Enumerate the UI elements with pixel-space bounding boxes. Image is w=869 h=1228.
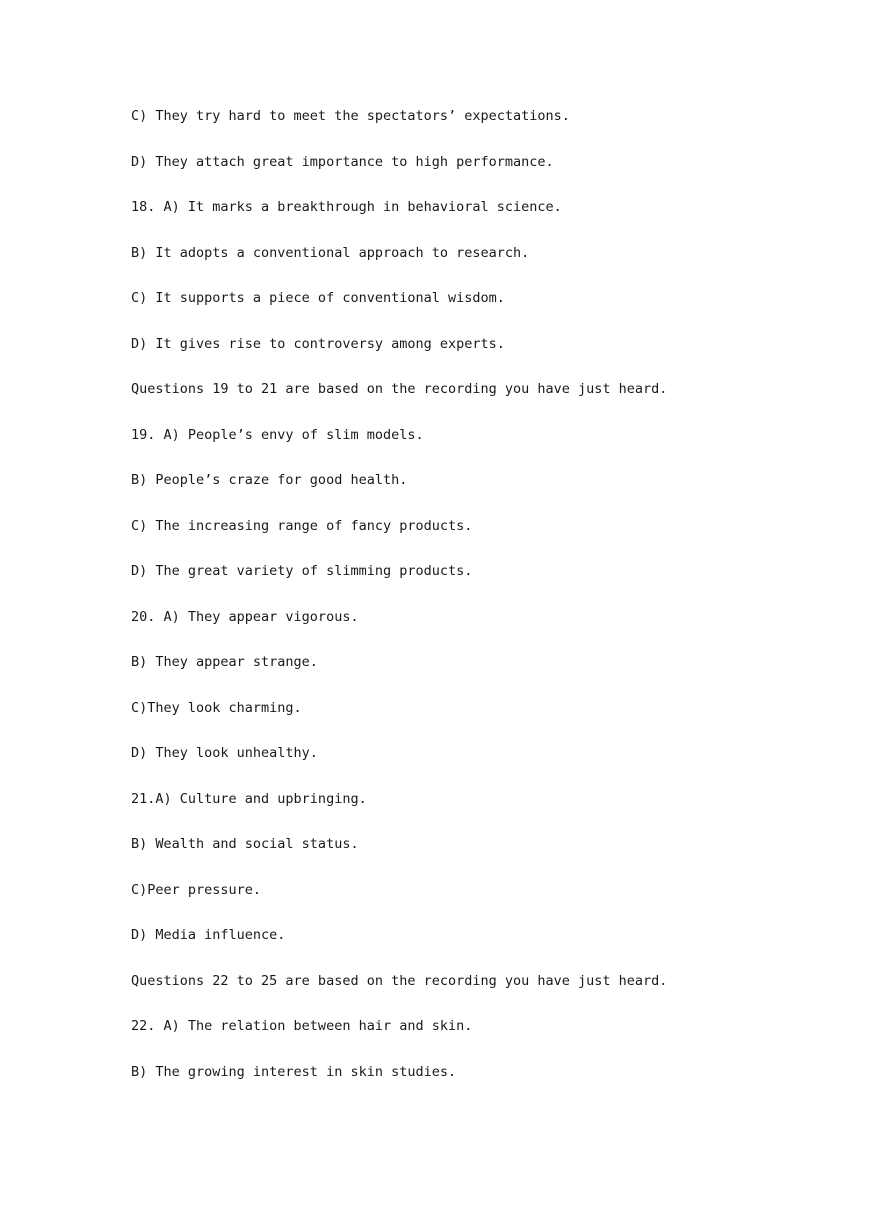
section-instruction-19-21: Questions 19 to 21 are based on the recording you have just heard. bbox=[131, 381, 668, 397]
option-18b: B) It adopts a conventional approach to research. bbox=[131, 244, 530, 261]
option-19c: C) The increasing range of fancy products. bbox=[131, 517, 473, 534]
option-19a: 19. A) People’s envy of slim models. bbox=[131, 426, 424, 443]
option-21a: 21.A) Culture and upbringing. bbox=[131, 790, 367, 807]
option-20c: C)They look charming. bbox=[131, 699, 302, 716]
option-21d: D) Media influence. bbox=[131, 927, 286, 943]
question-list bbox=[131, 104, 831, 1105]
option-20a: 20. A) They appear vigorous. bbox=[131, 608, 359, 625]
section-instruction-22-25: Questions 22 to 25 are based on the recording you have just heard. bbox=[131, 972, 668, 989]
option-20b: B) They appear strange. bbox=[131, 654, 318, 670]
option-19b: B) People’s craze for good health. bbox=[131, 472, 408, 488]
option-18d: D) It gives rise to controversy among experts. bbox=[131, 335, 505, 352]
option-17d: D) They attach great importance to high performance. bbox=[131, 153, 554, 170]
option-20d: D) They look unhealthy. bbox=[131, 745, 318, 761]
option-18a: 18. A) It marks a breakthrough in behavioral science. bbox=[131, 199, 562, 215]
option-17c: C) They try hard to meet the spectators’ expectations. bbox=[131, 108, 570, 124]
option-19d: D) The great variety of slimming products. bbox=[131, 563, 473, 579]
option-18c: C) It supports a piece of conventional wisdom. bbox=[131, 290, 505, 306]
option-21b: B) Wealth and social status. bbox=[131, 836, 359, 852]
option-21c: C)Peer pressure. bbox=[131, 881, 262, 898]
option-22a: 22. A) The relation between hair and skin. bbox=[131, 1018, 473, 1034]
option-22b: B) The growing interest in skin studies. bbox=[131, 1063, 457, 1080]
